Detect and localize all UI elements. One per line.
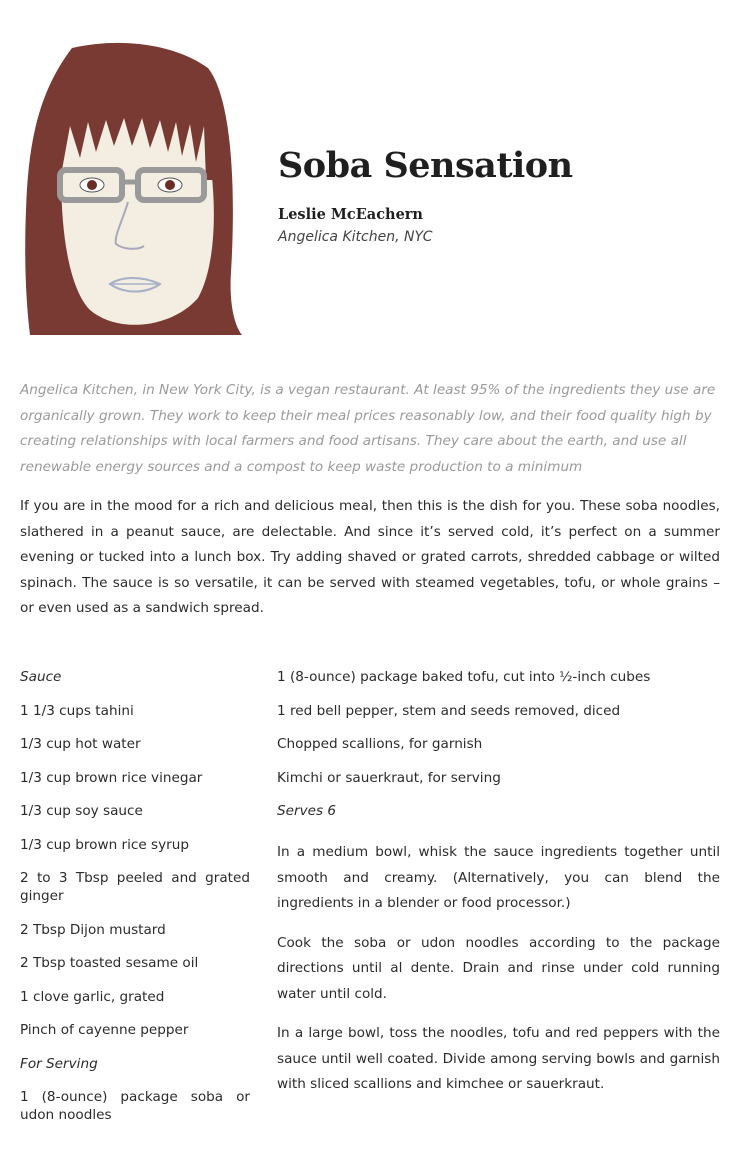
- instruction-step: In a large bowl, toss the noodles, tofu and red peppers with the sauce until well coated. Divide among serving bowls and garnish with sliced scallions and kimchee or sauerkraut.: [277, 1025, 720, 1092]
- serving-heading: For Serving: [20, 1055, 98, 1072]
- author-name: Leslie McEachern: [278, 206, 423, 223]
- sauce-heading: Sauce: [20, 669, 62, 685]
- ingredient-item: 1/3 cup soy sauce: [20, 803, 143, 819]
- ingredient-item: Pinch of cayenne pepper: [20, 1022, 189, 1038]
- ingredient-item: 1 clove garlic, grated: [20, 988, 165, 1005]
- ingredient-item: 1 (8-ounce) package baked tofu, cut into ½-inch cubes: [277, 669, 651, 685]
- ingredient-item: 1 1/3 cups tahini: [20, 702, 134, 719]
- ingredient-item: Chopped scallions, for garnish: [277, 736, 483, 752]
- author-venue: Angelica Kitchen, NYC: [278, 229, 433, 245]
- ingredients-column-right: [277, 668, 720, 1112]
- ingredient-item: 2 to 3 Tbsp peeled and grated ginger: [20, 870, 250, 904]
- intro-paragraph: Angelica Kitchen, in New York City, is a vegan restaurant. At least 95% of the ingredients they use are organically grown. They work to keep their meal prices reasonably low, and their food quality high by creating relationships with local farmers and food artisans. They care about the earth, and use all renewable energy sources and a compost to keep waste production to a minimum: [20, 382, 716, 475]
- ingredient-item: 1/3 cup hot water: [20, 736, 141, 752]
- ingredient-item: 1 red bell pepper, stem and seeds removed, diced: [277, 702, 621, 719]
- ingredient-item: 1/3 cup brown rice vinegar: [20, 769, 203, 786]
- description-paragraph: If you are in the mood for a rich and delicious meal, then this is the dish for you. These soba noodles, slathered in a peanut sauce, are delectable. And since it’s served cold, it’s perfect on a summer evening or tucked into a lunch box. Try adding shaved or grated carrots, shredded cabbage or wilted spinach. The sauce is so versatile, it can be served with steamed vegetables, tofu, or whole grains – or even used as a sandwich spread.: [20, 498, 720, 616]
- author-portrait-drawing: [10, 40, 250, 345]
- ingredient-item: 2 Tbsp Dijon mustard: [20, 921, 166, 938]
- ingredient-item: 1 (8-ounce) package soba or udon noodles: [20, 1089, 250, 1123]
- ingredient-item: 1/3 cup brown rice syrup: [20, 836, 190, 853]
- ingredients-column-left: [20, 668, 250, 1140]
- recipe-title: Soba Sensation: [278, 145, 573, 186]
- ingredient-item: 2 Tbsp toasted sesame oil: [20, 955, 199, 971]
- instruction-step: Cook the soba or udon noodles according to the package directions until al dente. Drain and rinse under cold running water until cold.: [277, 934, 720, 1002]
- instruction-step: In a medium bowl, whisk the sauce ingredients together until smooth and creamy. (Alternatively, you can blend the ingredients in a blender or food processor.): [277, 844, 720, 911]
- ingredient-item: Kimchi or sauerkraut, for serving: [277, 769, 501, 786]
- serves-count: Serves 6: [277, 803, 337, 819]
